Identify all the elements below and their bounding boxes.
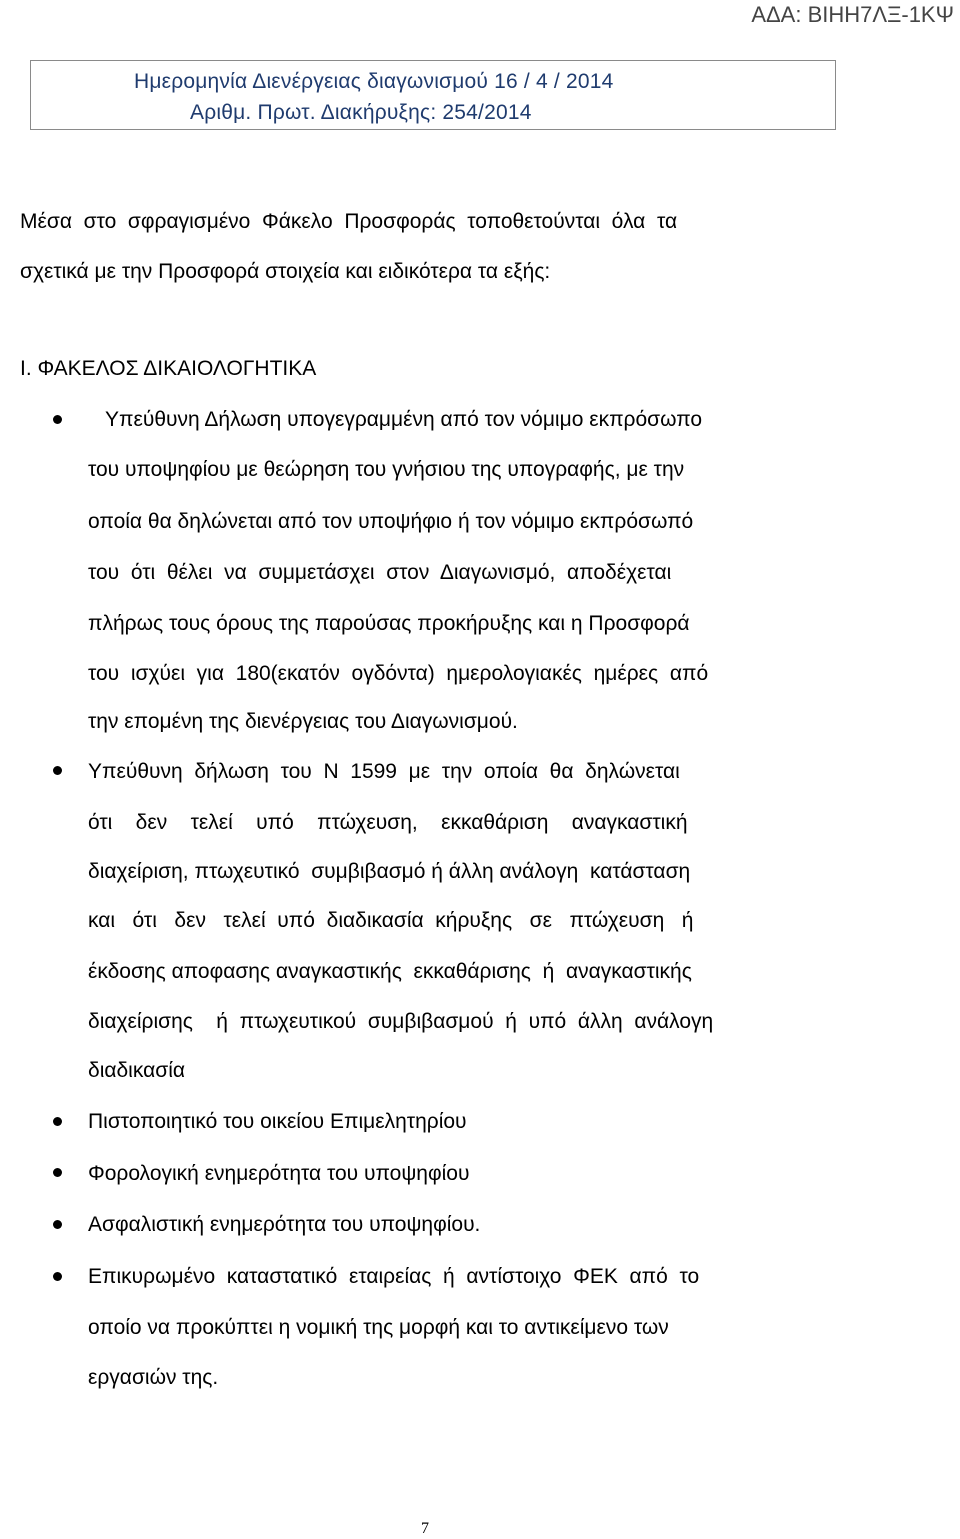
item-2-line-4: και ότι δεν τελεί υπό διαδικασία κήρυξης σε πτώχευση ή	[88, 909, 694, 932]
item-1-line-4: του ότι θέλει να συμμετάσχει στον Διαγωνισμό, αποδέχεται	[88, 561, 672, 584]
item-6-line-2: οποίο να προκύπτει η νομική της μορφή και το αντικείμενο των	[88, 1316, 669, 1339]
item-1-line-3: οποία θα δηλώνεται από τον υποψήφιο ή τον νόμιμο εκπρόσωπό	[88, 510, 694, 533]
item-2-line-1: Υπεύθυνη δήλωση του Ν 1599 με την οποία θα δηλώνεται	[88, 760, 680, 783]
intro-line-1: Μέσα στο σφραγισμένο Φάκελο Προσφοράς τοποθετούνται όλα τα	[20, 210, 678, 233]
item-4-line-1: Φορολογική ενημερότητα του υποψηφίου	[88, 1162, 470, 1185]
item-1-line-7: την επομένη της διενέργειας του Διαγωνισμού.	[88, 710, 518, 733]
bullet-icon	[53, 1117, 62, 1126]
item-3-line-1: Πιστοποιητικό του οικείου Επιμελητηρίου	[88, 1110, 467, 1133]
item-6-line-3: εργασιών της.	[88, 1366, 219, 1389]
item-1-line-1: Υπεύθυνη Δήλωση υπογεγραμμένη από τον νόμιμο εκπρόσωπο	[105, 408, 703, 431]
bullet-icon	[53, 1168, 62, 1177]
section-heading: Ι. ΦΑΚΕΛΟΣ ΔΙΚΑΙΟΛΟΓΗΤΙΚΑ	[20, 357, 317, 380]
item-5-line-1: Ασφαλιστική ενημερότητα του υποψηφίου.	[88, 1213, 481, 1236]
item-2-line-3: διαχείριση, πτωχευτικό συμβιβασμό ή άλλη ανάλογη κατάσταση	[88, 860, 691, 883]
item-1-line-2: του υποψηφίου με θεώρηση του γνήσιου της υπογραφής, με την	[88, 458, 685, 481]
bullet-icon	[53, 766, 62, 775]
item-1-line-5: πλήρως τους όρους της παρούσας προκήρυξης και η Προσφορά	[88, 612, 690, 635]
item-2-line-5: έκδοσης αποφασης αναγκαστικής εκκαθάρισης ή αναγκαστικής	[88, 960, 692, 983]
item-6-line-1: Επικυρωμένο καταστατικό εταιρείας ή αντίστοιχο ΦΕΚ από το	[88, 1265, 700, 1288]
item-1-line-6: του ισχύει για 180(εκατόν ογδόντα) ημερολογιακές ημέρες από	[88, 662, 709, 685]
intro-line-2: σχετικά με την Προσφορά στοιχεία και ειδικότερα τα εξής:	[20, 260, 551, 283]
bullet-icon	[53, 1220, 62, 1229]
item-2-line-6: διαχείρισης ή πτωχευτικού συμβιβασμού ή υπό άλλη ανάλογη	[88, 1010, 714, 1033]
protocol-number: Αριθμ. Πρωτ. Διακήρυξης: 254/2014	[190, 101, 532, 124]
bullet-icon	[53, 1272, 62, 1281]
tender-date: Ημερομηνία Διενέργειας διαγωνισμού 16 / 4 / 2014	[134, 70, 614, 93]
item-2-line-2: ότι δεν τελεί υπό πτώχευση, εκκαθάριση αναγκαστική	[88, 811, 688, 834]
ada-code: ΑΔΑ: ΒΙΗΗ7ΛΞ-1ΚΨ	[751, 2, 954, 27]
page-number: 7	[421, 1520, 429, 1537]
bullet-icon	[53, 415, 62, 424]
item-2-line-7: διαδικασία	[88, 1059, 186, 1082]
